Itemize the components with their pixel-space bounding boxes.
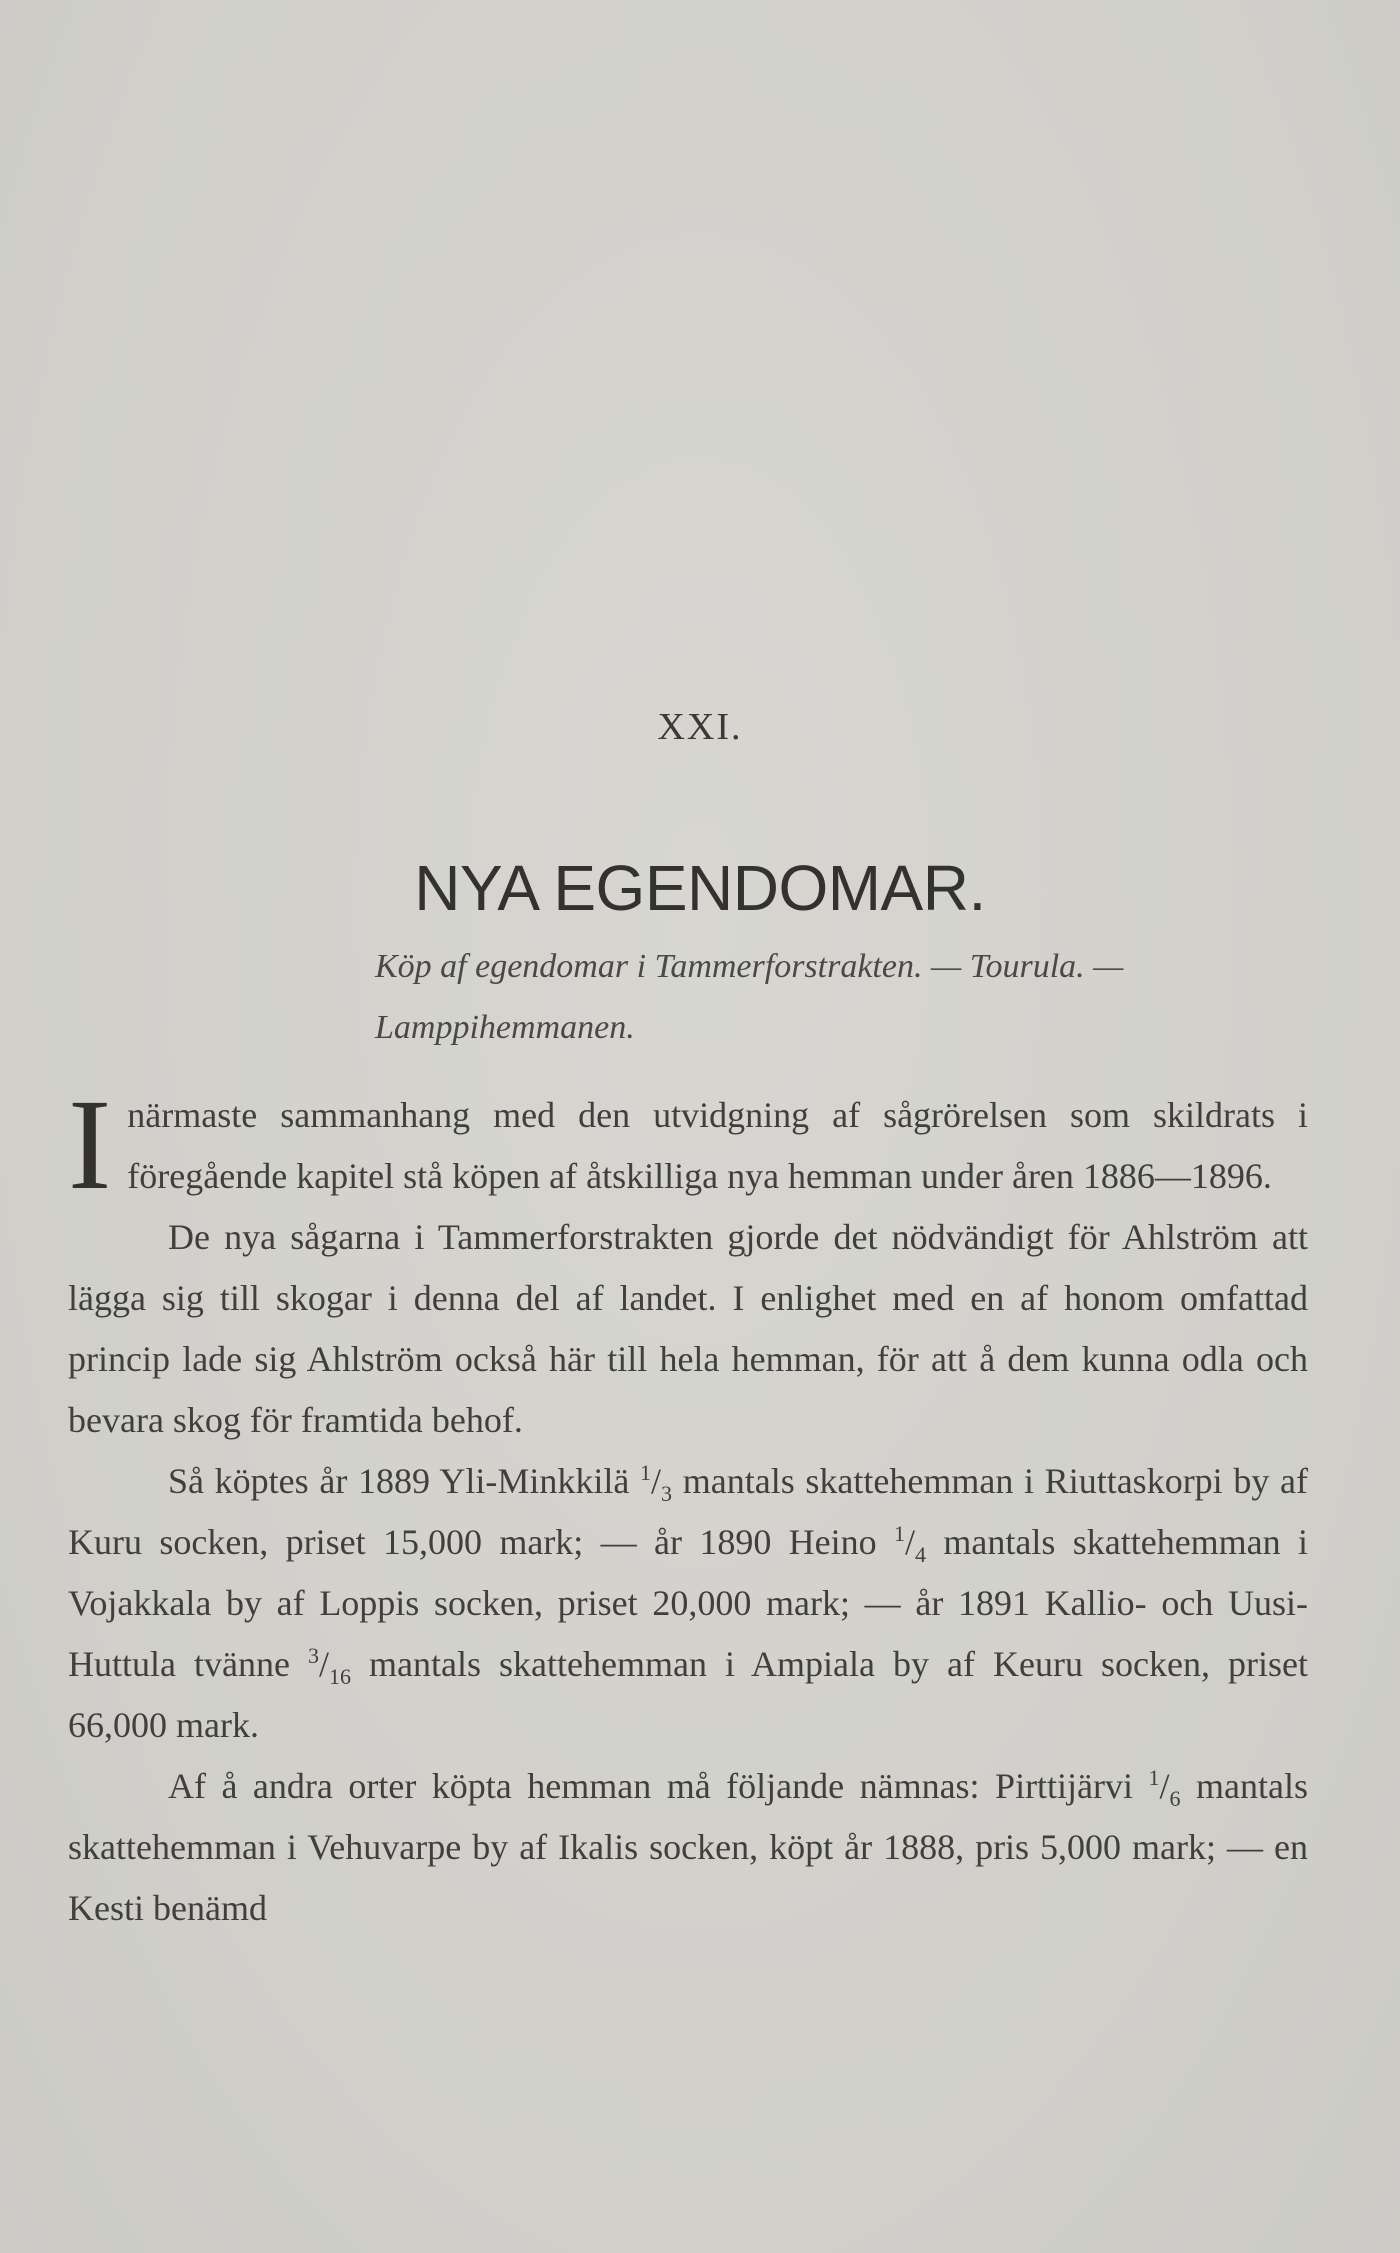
fraction: $^1/_4$ [894,1521,927,1568]
paragraph-3 [68,1451,1308,1756]
fraction: $^1/_6$ [1148,1765,1181,1812]
fraction-numerator: 1 [1148,1765,1160,1790]
paragraph-1 [68,1073,1308,1217]
paragraph-3-part-d: mantals skattehemman i Ampiala by af Keuru socken, priset 66,000 mark. [68,1644,1308,1745]
chapter-summary [375,936,1315,1058]
drop-cap: I [68,1073,112,1217]
summary-line-2: Lamppihemmanen. [375,1009,635,1046]
paragraph-1-text: närmaste sammanhang med den utvidgning af sågrörelsen som skildrats i föregående kapitel stå köpen af åtskilliga nya hemman under åren 1886—1896. [127,1095,1308,1196]
paragraph-4-part-a: Af å andra orter köpta hemman må följande nämnas: Pirttijärvi [168,1766,1134,1806]
paragraph-2: De nya sågarna i Tammerforstrakten gjorde det nödvändigt för Ahlström att lägga sig till skogar i denna del af landet. I enlighet med en af honom omfattad princip lade sig Ahlström också här till hela hemman, för att å dem kunna odla och bevara skog för framtida behof. [68,1217,1308,1440]
chapter-title: NYA EGENDOMAR. [414,851,986,924]
fraction-denominator: 3 [661,1481,673,1507]
paragraph-4 [68,1756,1308,1939]
fraction: $^1/_3$ [640,1460,673,1507]
body-text [68,1073,1309,1939]
fraction-numerator: 3 [308,1643,319,1668]
fraction-numerator: 1 [640,1460,652,1485]
fraction-denominator: 4 [915,1542,927,1568]
fraction-denominator: 6 [1169,1786,1181,1812]
paragraph-3-part-a: Så köptes år 1889 Yli-Minkkilä [168,1461,630,1501]
fraction-denominator: 16 [329,1664,352,1690]
chapter-number: XXI. [657,706,743,748]
summary-line-1: Köp af egendomar i Tammerforstrakten. — Tourula. — [375,948,1124,985]
fraction-numerator: 1 [894,1521,906,1546]
paragraph-3-part-c: mantals skattehemman i Vojakkala by af Loppis socken, priset 20,000 mark; — år 1891 Kallio- och Uusi-Huttula tvänne [68,1522,1309,1684]
fraction: $^3/_{16}$ [308,1643,352,1690]
paragraph-4-part-b: mantals skattehemman i Vehuvarpe by af Ikalis socken, köpt år 1888, pris 5,000 mark; — en Kesti benämd [68,1766,1308,1928]
paragraph-3-part-b: mantals skattehemman i Riuttaskorpi by af Kuru socken, priset 15,000 mark; — år 1890 Heino [68,1461,1309,1562]
